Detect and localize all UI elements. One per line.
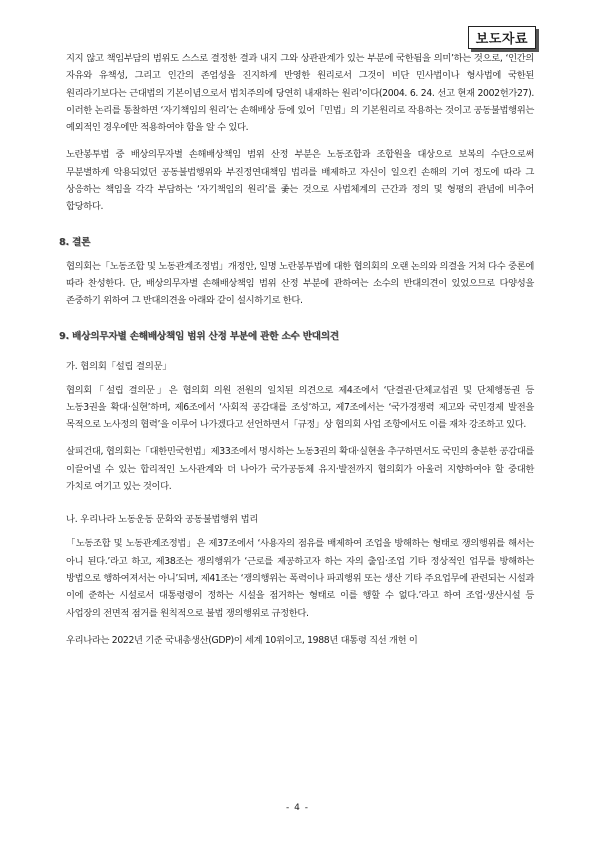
paragraph-conclusion: 협의회는「노동조합 및 노동관계조정법」개정안, 일명 노란봉투법에 대한 협의회의 오랜 논의와 의결을 거쳐 다수 중론에 따라 찬성한다. 단, 배상의무자별 손해배상책임 범위 산정 부분에 관하여는 소수의 반대의견이 있었으므로 다양성을 존중하기 위하여 그 반대의견을 아래와 같이 설시하기로 한다.	[66, 260, 534, 307]
document-body	[59, 50, 534, 659]
paragraph-self-responsibility: 지지 않고 책임부담의 범위도 스스로 결정한 결과 내지 그와 상관관계가 있는 부분에 국한됨을 의미’하는 것으로, ‘인간의 자유와 유책성, 그리고 인간의 존엄성을 진지하게 반영한 원리로서 그것이 비단 민사법이나 형사법에 국한된 원리라기보다는 근대법의 기본이념으로서 법치주의에 당연히 내재하는 원리’이다(2004. 6. 24. 선고 현재 2002헌가27). 이러한 논리를 통찰하면 ‘자기책임의 원리’는 손해배상 등에 있어「민법」의 기본원리로 작용하는 것이고 공동불법행위는 예외적인 경우에만 적용하여야 함을 알 수 있다.	[66, 53, 534, 134]
press-release-badge: 보도자료	[468, 26, 536, 49]
section-heading-conclusion: 8. 결론	[59, 236, 91, 248]
subheading-founding-resolution: 가. 협의회「설립 결의문」	[66, 360, 172, 372]
page-number: - 4 -	[286, 803, 309, 813]
section-heading-minority-opinion: 9. 배상의무자별 손해배상책임 범위 산정 부분에 관한 소수 반대의견	[59, 330, 339, 342]
paragraph-trade-union-act: 「노동조합 및 노동관계조정법」은 제37조에서 ‘사용자의 점유를 배제하여 조업을 방해하는 형태로 쟁의행위를 해서는 아니 된다.’라고 하고, 제38조는 쟁의행위가 ‘근로를 제공하고자 하는 자의 출입·조업 기타 정상적인 업무를 방해하는 방법으로 행하여져서는 아니’되며, 제41조는 ‘쟁의행위는 폭력이나 파괴행위 또는 생산 기타 주요업무에 관련되는 시설과 이에 준하는 시설로서 대통령령이 정하는 시설을 점거하는 형태로 이를 행할 수 없다.’라고 하여 조업·생산시설 등 사업장의 전면적 점거를 원칙적으로 불법 쟁의행위로 규정한다.	[66, 538, 534, 619]
paragraph-constitution: 살피건대, 협의회는「대한민국헌법」제33조에서 명시하는 노동3권의 확대·실현을 추구하면서도 국민의 충분한 공감대를 이끌어낼 수 있는 합리적인 노사관계와 더 나아가 국가공동체 유지·발전까지 협의회가 아울러 지향하여야 할 중대한 가치로 여기고 있는 것이다.	[66, 446, 534, 493]
paragraph-founding-resolution: 협의회「설립 결의문」은 협의회 의원 전원의 일치된 의견으로 제4조에서 ‘단결권·단체교섭권 및 단체행동권 등 노동3권을 확대·실현’하며, 제6조에서 ‘사회적 공감대를 조성’하고, 제7조에서는 ‘국가경쟁력 제고와 국민경제 발전을 목적으로 노사정의 협력’을 이루어 나가겠다고 선언하면서「규정」상 협의회 사업 조항에서도 이를 재차 강조하고 있다.	[66, 384, 534, 431]
paragraph-yellow-envelope-law: 노란봉투법 중 배상의무자별 손해배상책임 범위 산정 부분은 노동조합과 조합원을 대상으로 보복의 수단으로써 무분별하게 악용되었던 공동불법행위와 부진정연대책임 법리를 배제하고 자신이 일으킨 손해의 기여 정도에 따라 그 상응하는 책임을 각각 부담하는 ‘자기책임의 원리’를 좇는 것으로 사법체계의 근간과 정의 및 형평의 관념에 비추어 합당하다.	[66, 149, 534, 213]
paragraph-gdp: 우리나라는 2022년 기준 국내총생산(GDP)이 세계 10위이고, 1988년 대통령 직선 개헌 이	[66, 634, 418, 646]
subheading-labor-culture: 나. 우리나라 노동운동 문화와 공동불법행위 법리	[66, 514, 259, 526]
